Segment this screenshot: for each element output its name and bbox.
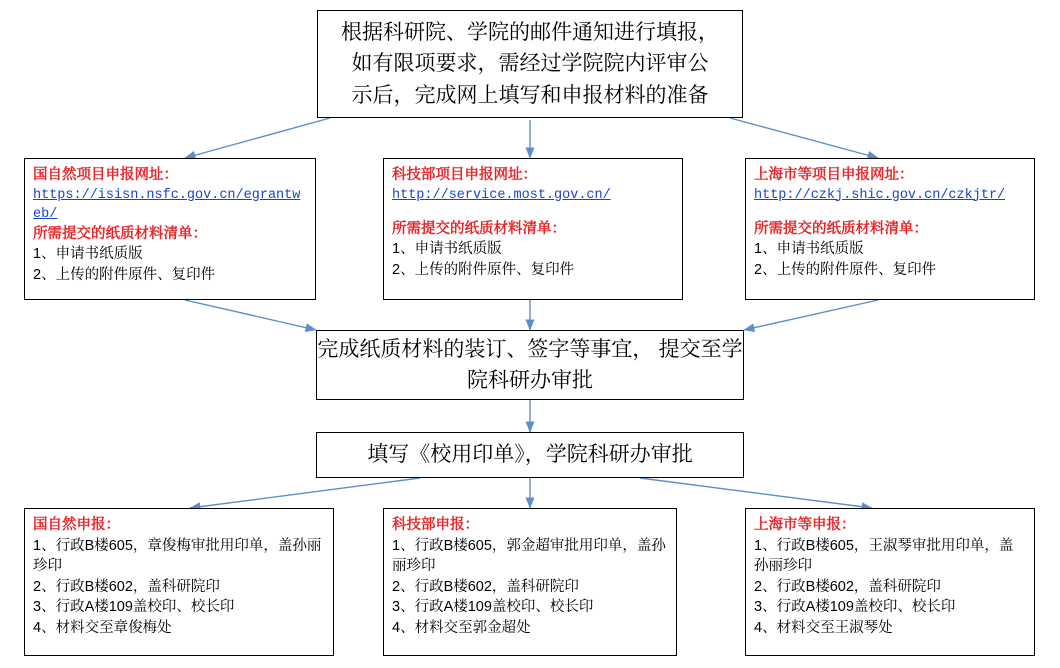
node-top-instructions: [317, 10, 743, 118]
final-right-item-4: 4、材料交至王淑琴处: [754, 619, 893, 636]
final-right-header: 上海市等申报：: [754, 517, 856, 533]
arrow-seal-to-right: [640, 478, 872, 508]
apply-center-item-1: 1、申请书纸质版: [392, 241, 502, 258]
node-apply-center: [383, 158, 683, 300]
node-seal-form: [316, 432, 744, 478]
final-right-item-3: 3、行政A楼109盖校印、校长印: [754, 599, 956, 616]
node-final-right: [745, 508, 1035, 656]
final-left-item-2: 2、行政B楼602，盖科研院印: [33, 578, 220, 595]
arrow-top-to-left: [185, 118, 330, 158]
final-center-item-4: 4、材料交至郭金超处: [392, 619, 531, 636]
final-right-item-2: 2、行政B楼602，盖科研院印: [754, 578, 941, 595]
apply-right-url-link[interactable]: http://czkj.shic.gov.cn/czkjtr/: [754, 187, 1006, 203]
arrow-right-to-middle: [744, 300, 878, 330]
final-center-item-2: 2、行政B楼602，盖科研院印: [392, 578, 579, 595]
node-final-left: [24, 508, 334, 656]
arrow-seal-to-left: [190, 478, 420, 508]
final-center-item-3: 3、行政A楼109盖校印、校长印: [392, 599, 594, 616]
final-right-item-1: 1、行政B楼605，王淑琴审批用印单，盖孙丽珍印: [754, 537, 1014, 575]
node-seal-line-1: 填写《校用印单》，学院科研办审批: [367, 442, 693, 467]
apply-left-item-1: 1、申请书纸质版: [33, 246, 143, 263]
apply-left-header-materials: 所需提交的纸质材料清单：: [33, 225, 207, 242]
node-middle-line-2: 提交至学院科研办审批: [467, 336, 743, 392]
node-final-center: [383, 508, 677, 656]
node-middle-line-1: 完成纸质材料的装订、签字等事宜，: [317, 336, 654, 361]
node-top-line-2: 如有限项要求，需经过学院院内评审公: [351, 51, 709, 76]
apply-right-item-2: 2、上传的附件原件、复印件: [754, 261, 937, 278]
apply-center-url-link[interactable]: http://service.most.gov.cn/: [392, 187, 611, 203]
final-center-header: 科技部申报：: [392, 517, 479, 533]
final-left-header: 国自然申报：: [33, 517, 120, 533]
apply-left-url-link[interactable]: https://isisn.nsfc.gov.cn/egrantweb/: [33, 187, 301, 222]
apply-center-header-materials: 所需提交的纸质材料清单：: [392, 220, 566, 237]
final-left-item-1: 1、行政B楼605，章俊梅审批用印单，盖孙丽珍印: [33, 537, 322, 575]
arrow-left-to-middle: [185, 300, 316, 330]
node-top-line-1: 根据科研院、学院的邮件通知进行填报，: [341, 19, 719, 44]
final-left-item-3: 3、行政A楼109盖校印、校长印: [33, 599, 235, 616]
apply-right-item-1: 1、申请书纸质版: [754, 241, 864, 258]
arrow-top-to-right: [730, 118, 878, 158]
node-top-line-3: 示后，完成网上填写和申报材料的准备: [351, 82, 709, 107]
apply-right-header-url: 上海市等项目申报网址：: [754, 167, 914, 183]
node-apply-left: [24, 158, 316, 300]
apply-right-header-materials: 所需提交的纸质材料清单：: [754, 220, 928, 237]
final-center-item-1: 1、行政B楼605，郭金超审批用印单，盖孙丽珍印: [392, 537, 666, 575]
apply-center-header-url: 科技部项目申报网址：: [392, 167, 537, 183]
apply-center-item-2: 2、上传的附件原件、复印件: [392, 261, 575, 278]
node-apply-right: [745, 158, 1035, 300]
final-left-item-4: 4、材料交至章俊梅处: [33, 619, 172, 636]
apply-left-item-2: 2、上传的附件原件、复印件: [33, 267, 216, 284]
node-middle-binding: [316, 330, 744, 400]
apply-left-header-url: 国自然项目申报网址：: [33, 167, 178, 183]
